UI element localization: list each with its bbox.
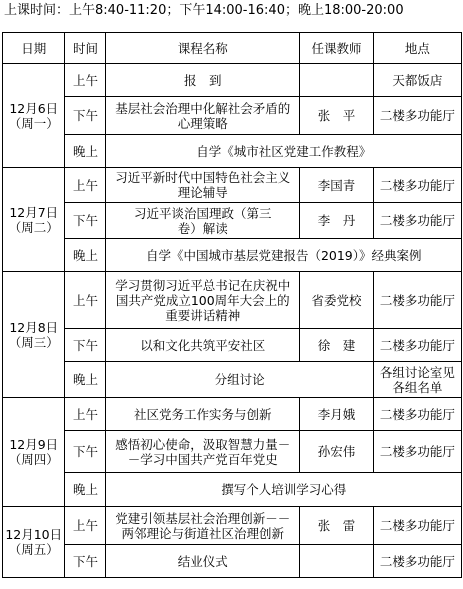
date-cell xyxy=(3,64,65,168)
table-row xyxy=(3,362,462,398)
time-cell: 下午 xyxy=(65,329,106,362)
table-row xyxy=(3,398,462,431)
header-row xyxy=(3,33,462,64)
course-name: 党建引领基层社会治理创新－－两邻理论与街道社区治理创新 xyxy=(115,510,291,541)
table-row xyxy=(3,239,462,272)
course-cell xyxy=(106,507,300,545)
teacher-cell: 孙宏伟 xyxy=(300,431,374,473)
place-cell: 二楼多功能厅 xyxy=(373,398,461,431)
table-row xyxy=(3,64,462,97)
date-cell xyxy=(3,507,65,578)
date-label: 12月8日 xyxy=(9,319,59,335)
teacher-cell: 张 雷 xyxy=(300,507,374,545)
place-cell: 二楼多功能厅 xyxy=(373,97,461,135)
course-cell xyxy=(106,203,300,239)
time-cell: 下午 xyxy=(65,431,106,473)
column-header-teacher: 任课教师 xyxy=(300,33,374,64)
weekday-label: （周二） xyxy=(8,219,59,235)
time-cell: 上午 xyxy=(65,168,106,203)
table-row xyxy=(3,473,462,507)
course-name: 基层社会治理中化解社会矛盾的心理策略 xyxy=(115,100,291,131)
date-cell xyxy=(3,168,65,272)
weekday-label: （周三） xyxy=(8,334,59,350)
course-cell xyxy=(106,272,300,329)
course-cell xyxy=(106,431,300,473)
course-cell-merged: 撰写个人培训学习心得 xyxy=(106,473,462,507)
date-label: 12月7日 xyxy=(9,204,59,220)
time-cell: 上午 xyxy=(65,398,106,431)
table-row xyxy=(3,272,462,329)
teacher-cell: 省委党校 xyxy=(300,272,374,329)
place-text: 各组讨论室见各组名单 xyxy=(379,364,455,395)
course-cell xyxy=(106,545,300,578)
place-cell: 二楼多功能厅 xyxy=(373,168,461,203)
teacher-cell xyxy=(300,64,374,97)
date-label: 12月10日 xyxy=(5,527,63,542)
place-cell: 二楼多功能厅 xyxy=(373,272,461,329)
place-cell: 二楼多功能厅 xyxy=(373,507,461,545)
course-cell xyxy=(106,168,300,203)
weekday-label: （周一） xyxy=(8,115,59,131)
table-row xyxy=(3,329,462,362)
time-cell: 上午 xyxy=(65,64,106,97)
course-cell xyxy=(106,97,300,135)
table-row xyxy=(3,431,462,473)
table-row xyxy=(3,507,462,545)
course-cell xyxy=(106,398,300,431)
teacher-cell: 李国青 xyxy=(300,168,374,203)
column-header-place: 地点 xyxy=(373,33,461,64)
date-label: 12月6日 xyxy=(9,100,59,116)
place-cell: 二楼多功能厅 xyxy=(373,431,461,473)
date-cell xyxy=(3,272,65,398)
schedule-table xyxy=(2,32,462,578)
place-cell: 二楼多功能厅 xyxy=(373,203,461,239)
weekday-label: （周五） xyxy=(8,542,59,557)
time-cell: 晚上 xyxy=(65,239,106,272)
time-cell: 晚上 xyxy=(65,362,106,398)
course-name: 感悟初心使命，汲取智慧力量－－学习中国共产党百年党史 xyxy=(115,436,291,467)
course-name: 学习贯彻习近平总书记在庆祝中国共产党成立100周年大会上的重要讲话精神 xyxy=(115,277,291,323)
course-cell-merged: 自学《城市社区党建工作教程》 xyxy=(106,135,462,168)
course-cell xyxy=(106,329,300,362)
class-time-header: 上课时间：上午8:40-11:20；下午14:00-16:40；晚上18:00-20:00 xyxy=(4,3,404,18)
course-name: 结业仪式 xyxy=(177,553,228,569)
time-cell: 下午 xyxy=(65,97,106,135)
place-cell xyxy=(373,362,461,398)
place-cell: 二楼多功能厅 xyxy=(373,329,461,362)
time-cell: 下午 xyxy=(65,545,106,578)
table-row xyxy=(3,97,462,135)
place-cell: 二楼多功能厅 xyxy=(373,545,461,578)
course-name: 报 到 xyxy=(184,72,222,88)
course-cell-merged: 自学《中国城市基层党建报告（2019）》经典案例 xyxy=(106,239,462,272)
date-cell xyxy=(3,398,65,507)
teacher-cell: 张 平 xyxy=(300,97,374,135)
teacher-cell xyxy=(300,545,374,578)
table-row xyxy=(3,168,462,203)
time-cell: 上午 xyxy=(65,507,106,545)
course-name: 习近平新时代中国特色社会主义理论辅导 xyxy=(115,170,291,200)
course-name: 以和文化共筑平安社区 xyxy=(140,337,266,353)
column-header-date: 日期 xyxy=(3,33,65,64)
course-cell-merged: 分组讨论 xyxy=(106,362,373,398)
course-name: 社区党务工作实务与创新 xyxy=(134,406,272,422)
weekday-label: （周四） xyxy=(8,452,59,467)
time-cell: 上午 xyxy=(65,272,106,329)
time-cell: 晚上 xyxy=(65,473,106,507)
table-row xyxy=(3,135,462,168)
column-header-course: 课程名称 xyxy=(106,33,300,64)
column-header-time: 时间 xyxy=(65,33,106,64)
place-cell: 天都饭店 xyxy=(373,64,461,97)
date-label: 12月9日 xyxy=(9,437,59,452)
table-row xyxy=(3,545,462,578)
time-cell: 下午 xyxy=(65,203,106,239)
teacher-cell: 李 丹 xyxy=(300,203,374,239)
table-row xyxy=(3,203,462,239)
course-name: 习近平谈治国理政（第三卷）解读 xyxy=(134,205,272,236)
time-cell: 晚上 xyxy=(65,135,106,168)
course-cell xyxy=(106,64,300,97)
teacher-cell: 徐 建 xyxy=(300,329,374,362)
teacher-cell: 李月娥 xyxy=(300,398,374,431)
